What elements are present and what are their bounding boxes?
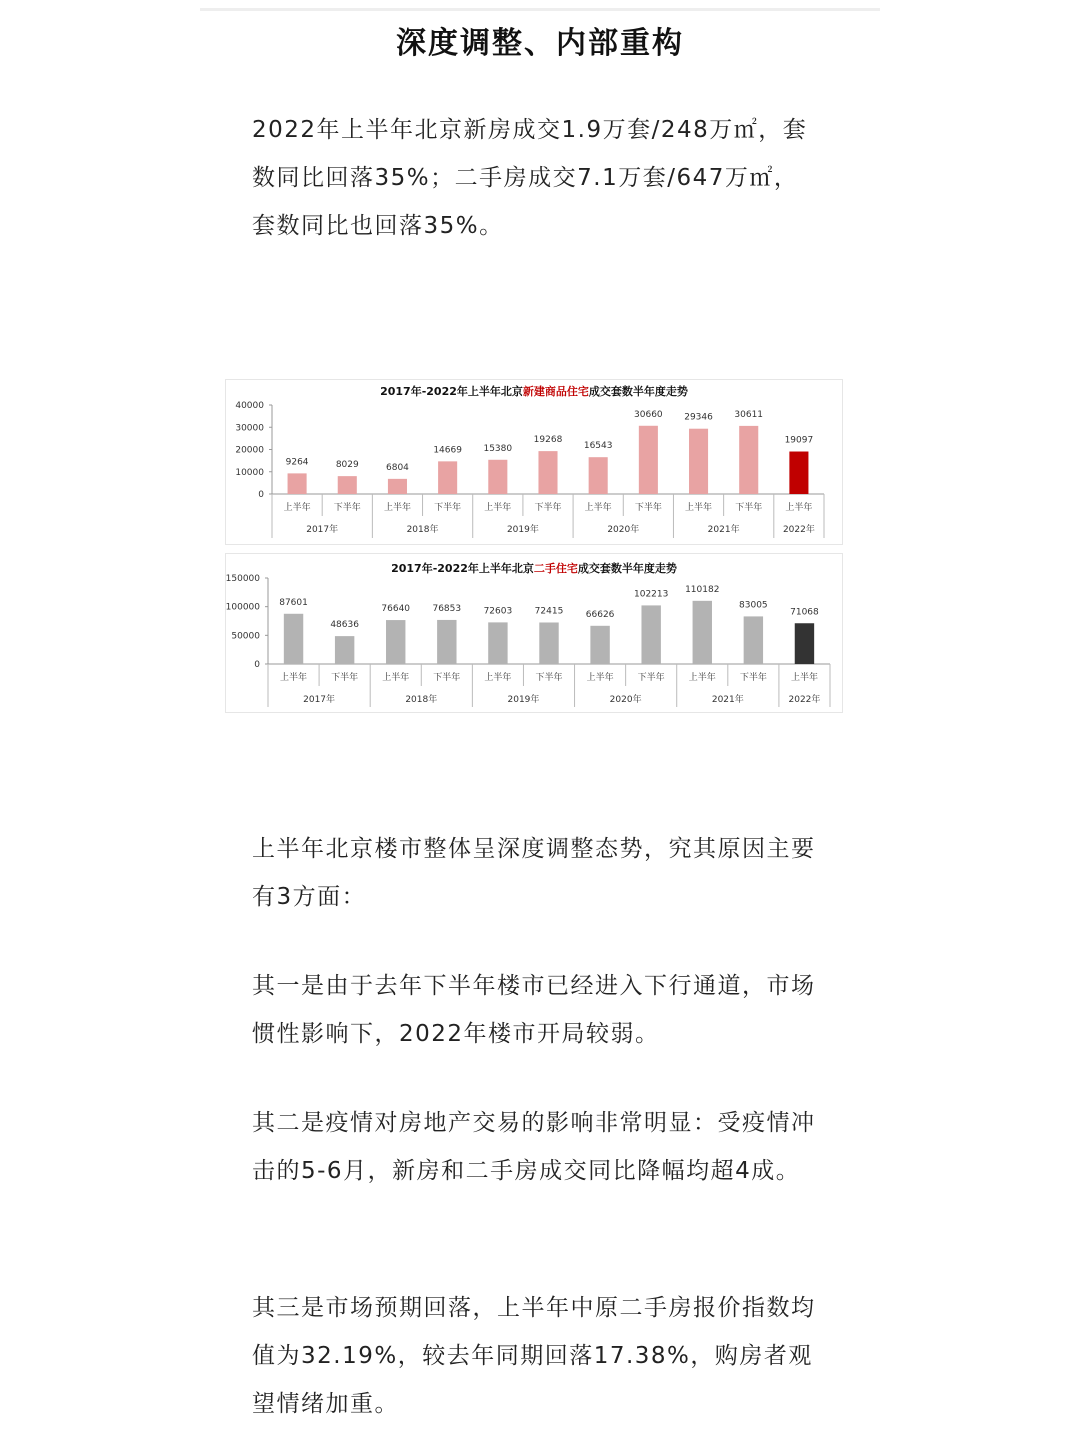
chart1-category-label: 上半年 — [790, 673, 818, 683]
chart1-group-label: 2018年 — [405, 695, 438, 705]
chart0-bar — [488, 460, 507, 494]
chart1-category-label: 上半年 — [586, 673, 614, 683]
chart-new-homes — [225, 379, 843, 545]
chart0-value-label: 16543 — [583, 441, 613, 452]
chart1-bar — [488, 622, 507, 664]
chart0-value-label: 30611 — [734, 409, 764, 420]
chart0-category-label: 下半年 — [333, 503, 361, 513]
chart1-y-tick-label: 50000 — [231, 631, 260, 642]
chart1-title-part: 成交套数半年度走势 — [577, 562, 677, 575]
chart0-category-label: 下半年 — [735, 503, 763, 513]
chart1-title-part: 2017年-2022年上半年北京 — [391, 562, 534, 575]
chart1-bar — [693, 601, 712, 664]
chart0-bar — [739, 426, 758, 494]
chart1-category-label: 下半年 — [637, 673, 665, 683]
chart1-bar — [641, 605, 660, 664]
chart0-bar — [789, 452, 808, 494]
chart0-title-part: 新建商品住宅 — [522, 385, 589, 398]
chart0-category-label: 下半年 — [534, 503, 562, 513]
chart1-category-label: 上半年 — [280, 673, 308, 683]
chart1-category-label: 下半年 — [331, 673, 359, 683]
chart0-title-part: 2017年-2022年上半年北京 — [380, 385, 523, 398]
chart1-value-label: 83005 — [739, 600, 768, 611]
chart1-bar — [795, 623, 814, 664]
chart0-y-tick-label: 20000 — [235, 445, 264, 456]
chart1-category-label: 下半年 — [739, 673, 767, 683]
chart1-value-label: 76853 — [432, 603, 462, 614]
chart1-bar — [539, 622, 558, 664]
chart0-group-label: 2017年 — [306, 525, 339, 535]
chart1-value-label: 87601 — [279, 597, 308, 608]
chart1-value-label: 110182 — [685, 584, 720, 595]
chart0-category-label: 上半年 — [785, 503, 813, 513]
paragraph-reason-3: 其三是市场预期回落，上半年中原二手房报价指数均值为32.19%，较去年同期回落17.38%，购房者观望情绪加重。 — [252, 1295, 816, 1417]
chart1-value-label: 102213 — [634, 589, 669, 600]
chart0-category-label: 下半年 — [434, 503, 462, 513]
chart0-y-tick-label: 0 — [258, 490, 264, 500]
page-title: 深度调整、内部重构 — [396, 26, 684, 61]
chart1-bar — [744, 616, 763, 664]
chart0-value-label: 30660 — [634, 409, 663, 420]
chart1-category-label: 上半年 — [382, 673, 410, 683]
chart0-bar — [288, 473, 307, 494]
chart1-y-tick-label: 150000 — [226, 574, 260, 584]
chart1-bar — [335, 636, 354, 664]
chart1-group-label: 2021年 — [711, 695, 744, 705]
chart0-y-tick-label: 30000 — [235, 423, 264, 434]
chart1-title-part: 二手住宅 — [533, 562, 578, 575]
chart0-category-label: 下半年 — [634, 503, 662, 513]
chart0-group-label: 2020年 — [607, 525, 640, 535]
chart1-value-label: 48636 — [330, 620, 359, 631]
chart-second-hand-homes — [225, 553, 843, 713]
chart0-category-label: 上半年 — [584, 503, 612, 513]
chart1-value-label: 66626 — [585, 609, 615, 620]
chart1-bar — [437, 620, 456, 664]
chart0-value-label: 8029 — [335, 460, 359, 471]
chart0-value-label: 29346 — [684, 412, 713, 423]
chart0-value-label: 19268 — [533, 435, 563, 446]
paragraph-reason-2: 其二是疫情对房地产交易的影响非常明显：受疫情冲击的5-6月，新房和二手房成交同比降幅均超4成。 — [252, 1110, 816, 1184]
chart1-value-label: 72603 — [483, 606, 513, 617]
chart1-group-label: 2017年 — [303, 695, 336, 705]
chart1-category-label: 上半年 — [484, 673, 512, 683]
chart0-value-label: 15380 — [483, 443, 513, 454]
top-divider — [200, 8, 880, 11]
chart1-bar — [284, 614, 303, 664]
chart0-y-tick-label: 10000 — [235, 467, 264, 478]
chart0-bar — [639, 426, 658, 494]
chart1-title — [391, 561, 677, 575]
chart0-bar — [689, 429, 708, 494]
chart0-value-label: 6804 — [386, 462, 409, 473]
chart0-bar — [438, 461, 457, 494]
chart0-category-label: 上半年 — [484, 503, 512, 513]
chart-new-homes-svg — [226, 380, 842, 544]
chart0-value-label: 19097 — [784, 435, 814, 446]
chart1-group-label: 2022年 — [788, 695, 821, 705]
chart1-category-label: 上半年 — [688, 673, 716, 683]
chart0-title — [380, 384, 688, 398]
chart1-y-tick-label: 100000 — [226, 602, 260, 613]
chart1-value-label: 72415 — [534, 606, 564, 617]
chart0-group-label: 2022年 — [782, 525, 815, 535]
chart1-y-tick-label: 0 — [254, 660, 260, 670]
chart1-category-label: 下半年 — [535, 673, 563, 683]
chart1-value-label: 71068 — [790, 607, 819, 618]
chart0-bar — [589, 457, 608, 494]
chart0-bar — [388, 479, 407, 494]
chart0-category-label: 上半年 — [383, 503, 411, 513]
chart1-group-label: 2019年 — [507, 695, 540, 705]
chart0-group-label: 2019年 — [506, 525, 539, 535]
chart1-category-label: 下半年 — [433, 673, 461, 683]
chart0-group-label: 2021年 — [707, 525, 740, 535]
chart0-value-label: 14669 — [433, 445, 462, 456]
chart1-bar — [386, 620, 405, 664]
chart-second-hand-homes-svg — [226, 554, 842, 712]
chart0-bar — [538, 451, 557, 494]
paragraph-summary: 2022年上半年北京新房成交1.9万套/248万㎡，套数同比回落35%；二手房成交7.1万套/647万㎡，套数同比也回落35%。 — [252, 117, 808, 239]
chart1-group-label: 2020年 — [609, 695, 642, 705]
chart1-bar — [590, 626, 609, 664]
chart0-group-label: 2018年 — [406, 525, 439, 535]
paragraph-intro: 上半年北京楼市整体呈深度调整态势，究其原因主要有3方面： — [252, 836, 816, 910]
chart0-value-label: 9264 — [285, 457, 309, 468]
chart0-category-label: 上半年 — [685, 503, 713, 513]
chart1-value-label: 76640 — [381, 604, 411, 615]
chart0-category-label: 上半年 — [283, 503, 311, 513]
paragraph-reason-1: 其一是由于去年下半年楼市已经进入下行通道，市场惯性影响下，2022年楼市开局较弱。 — [252, 973, 816, 1047]
chart0-title-part: 成交套数半年度走势 — [588, 385, 688, 398]
chart0-y-tick-label: 40000 — [235, 401, 264, 411]
chart0-bar — [338, 476, 357, 494]
